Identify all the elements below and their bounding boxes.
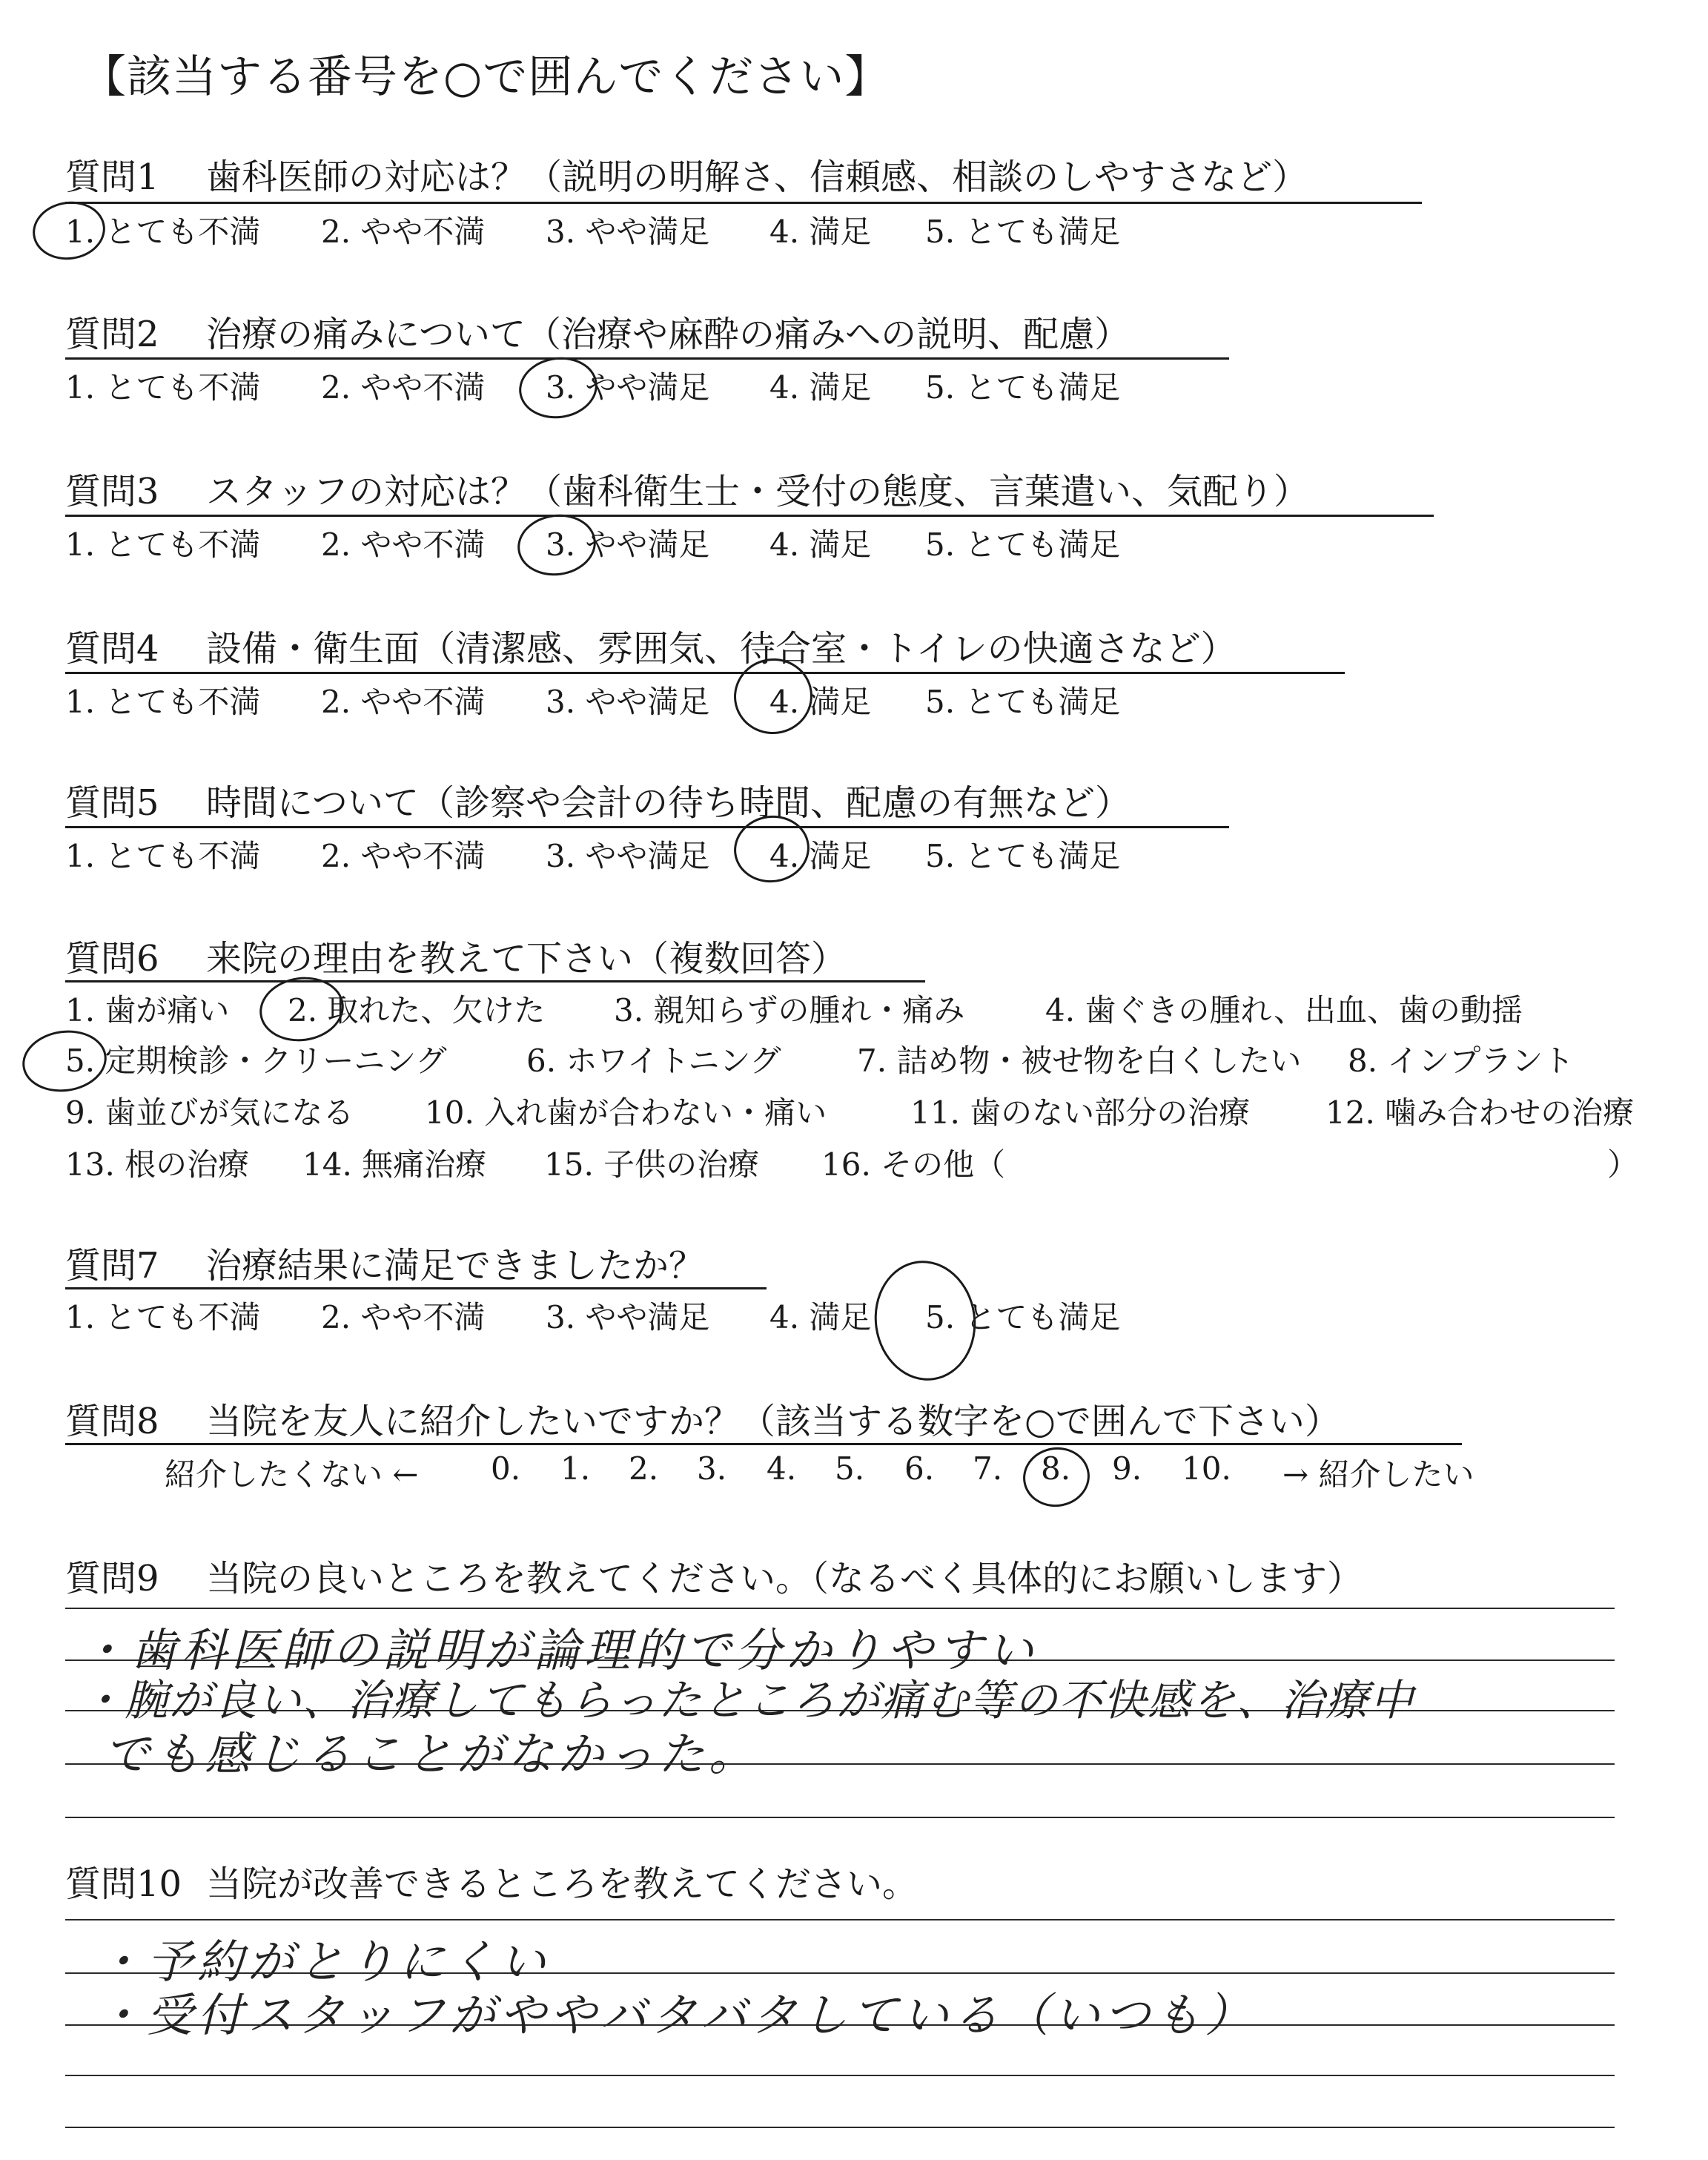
q6-option-14[interactable]: 14. 無痛治療 [302, 1146, 487, 1183]
q2-underline [65, 357, 1229, 360]
q10-writing-line-4 [65, 2075, 1615, 2076]
q9-label: 質問9 [65, 1558, 159, 1599]
q5-text: 時間について（診察や会計の待ち時間、配慮の有無など） [206, 782, 1131, 824]
q3-option-2[interactable]: 2. やや不満 [321, 526, 486, 563]
q2-label: 質問2 [65, 314, 159, 355]
q9-writing-line-1 [65, 1608, 1615, 1609]
q2-option-4[interactable]: 4. 満足 [769, 369, 872, 406]
q6-option-8[interactable]: 8. インプラント [1348, 1043, 1575, 1079]
q6-row-2 [65, 1037, 1659, 1081]
q8-label: 質問8 [65, 1401, 159, 1442]
q2-title [65, 305, 1130, 357]
q1-option-5[interactable]: 5. とても満足 [925, 214, 1121, 250]
q6-option-7[interactable]: 7. 詰め物・被せ物を白くしたい [857, 1043, 1302, 1079]
q4-underline [65, 672, 1345, 674]
q6-label: 質問6 [65, 938, 159, 980]
q8-left-label: 紹介したくない ← [165, 1456, 419, 1493]
q8-title [65, 1393, 1340, 1444]
q3-label: 質問3 [65, 471, 159, 512]
q9-text: 当院の良いところを教えてください。（なるべく具体的にお願いします） [206, 1558, 1363, 1599]
q8-scale [0, 1450, 1708, 1495]
q4-option-2[interactable]: 2. やや不満 [321, 684, 486, 720]
q10-title [65, 1855, 918, 1906]
q6-option-10[interactable]: 10. 入れ歯が合わない・痛い [425, 1094, 827, 1131]
q4-option-5[interactable]: 5. とても満足 [925, 684, 1121, 720]
q3-title [65, 463, 1309, 514]
q8-score-9[interactable]: 9. [1112, 1450, 1142, 1487]
q6-option-6[interactable]: 6. ホワイトニング [526, 1043, 781, 1079]
q10-label: 質問10 [65, 1863, 182, 1905]
q6-option-16[interactable]: 16. その他（ [821, 1146, 1006, 1183]
q8-score-7[interactable]: 7. [973, 1450, 1003, 1487]
q10-writing-line-5 [65, 2127, 1615, 2128]
q10-text: 当院が改善できるところを教えてください。 [206, 1863, 918, 1905]
q7-option-5[interactable]: 5. とても満足 [925, 1299, 1121, 1335]
q7-title [65, 1237, 704, 1288]
q6-option-4[interactable]: 4. 歯ぐきの腫れ、出血、歯の動揺 [1045, 992, 1523, 1028]
q3-option-1[interactable]: 1. とても不満 [65, 526, 261, 563]
q5-options [65, 832, 1400, 876]
q5-option-1[interactable]: 1. とても不満 [65, 838, 261, 874]
q10-answer-line-2[interactable]: ・受付スタッフがややバタバタしている（いつも） [96, 1988, 1256, 2042]
q2-option-1[interactable]: 1. とても不満 [65, 369, 261, 406]
q4-label: 質問4 [65, 628, 159, 670]
q2-text: 治療の痛みについて（治療や麻酔の痛みへの説明、配慮） [206, 314, 1131, 355]
q4-option-4[interactable]: 4. 満足 [769, 684, 872, 720]
q7-option-1[interactable]: 1. とても不満 [65, 1299, 261, 1335]
q6-row-4 [65, 1140, 1659, 1185]
q7-underline [65, 1287, 767, 1289]
q7-option-2[interactable]: 2. やや不満 [321, 1299, 486, 1335]
q8-score-0[interactable]: 0. [491, 1450, 521, 1487]
q1-option-2[interactable]: 2. やや不満 [321, 214, 486, 250]
form-heading: 【該当する番号を○で囲んでください】 [82, 51, 890, 103]
q4-options [65, 678, 1400, 722]
q5-title [65, 774, 1131, 825]
q8-score-5[interactable]: 5. [835, 1450, 865, 1487]
q8-score-1[interactable]: 1. [560, 1450, 591, 1487]
q1-title [65, 148, 1308, 199]
q5-label: 質問5 [65, 782, 159, 824]
q7-answer-circle [867, 1254, 983, 1387]
q10-answer-line-1[interactable]: ・予約がとりにくい [96, 1935, 551, 1989]
q8-score-3[interactable]: 3. [697, 1450, 727, 1487]
q3-text: スタッフの対応は？（歯科衛生士・受付の態度、言葉遣い、気配り） [206, 471, 1310, 512]
q1-options [65, 208, 1400, 252]
q4-text: 設備・衛生面（清潔感、雰囲気、待合室・トイレの快適さなど） [206, 628, 1237, 670]
q4-option-1[interactable]: 1. とても不満 [65, 684, 261, 720]
q5-option-2[interactable]: 2. やや不満 [321, 838, 486, 874]
q8-underline [65, 1443, 1462, 1445]
q5-underline [65, 826, 1229, 828]
q9-answer-line-3[interactable]: でも感じることがなかった。 [104, 1727, 760, 1781]
q6-option-3[interactable]: 3. 親知らずの腫れ・痛み [614, 992, 965, 1028]
q8-score-8[interactable]: 8. [1041, 1450, 1071, 1487]
q9-title [65, 1550, 1363, 1601]
q6-option-12[interactable]: 12. 噛み合わせの治療 [1325, 1094, 1635, 1131]
q1-option-1[interactable]: 1. とても不満 [65, 214, 261, 250]
q6-option-5[interactable]: 5. 定期検診・クリーニング [65, 1043, 447, 1079]
q8-right-label: → 紹介したい [1282, 1456, 1474, 1493]
q6-option-2[interactable]: 2. 取れた、欠けた [288, 992, 546, 1028]
q8-score-10[interactable]: 10. [1182, 1450, 1231, 1487]
q7-option-3[interactable]: 3. やや満足 [546, 1299, 710, 1335]
q3-option-4[interactable]: 4. 満足 [769, 526, 872, 563]
q1-option-4[interactable]: 4. 満足 [769, 214, 872, 250]
q10-writing-line-1 [65, 1919, 1615, 1920]
q3-options [65, 521, 1400, 565]
q1-label: 質問1 [65, 156, 159, 198]
q6-option-13[interactable]: 13. 根の治療 [65, 1146, 250, 1183]
q6-title [65, 930, 847, 981]
q1-underline [65, 202, 1422, 204]
q8-score-2[interactable]: 2. [629, 1450, 659, 1487]
q8-score-6[interactable]: 6. [904, 1450, 935, 1487]
q4-option-3[interactable]: 3. やや満足 [546, 684, 710, 720]
q5-option-3[interactable]: 3. やや満足 [546, 838, 710, 874]
q5-option-4[interactable]: 4. 満足 [769, 838, 872, 874]
q2-option-3[interactable]: 3. やや満足 [546, 369, 710, 406]
q6-option-11[interactable]: 11. 歯のない部分の治療 [910, 1094, 1251, 1131]
q8-text: 当院を友人に紹介したいですか？（該当する数字を○で囲んで下さい） [206, 1401, 1340, 1442]
q7-label: 質問7 [65, 1245, 159, 1287]
q6-underline [65, 980, 925, 982]
q6-option-1[interactable]: 1. 歯が痛い [65, 992, 230, 1028]
q6-answer-circle-2 [256, 971, 348, 1046]
q9-answer-line-2[interactable]: ・腕が良い、治療してもらったところが痛む等の不快感を、治療中 [80, 1675, 1415, 1725]
q3-option-5[interactable]: 5. とても満足 [925, 526, 1121, 563]
q2-options [65, 363, 1400, 408]
q9-writing-line-5 [65, 1817, 1615, 1818]
q7-text: 治療結果に満足できましたか？ [206, 1245, 705, 1287]
q6-option-9[interactable]: 9. 歯並びが気になる [65, 1094, 354, 1131]
q6-other-close: ） [1607, 1146, 1639, 1183]
q9-answer-line-1[interactable]: ・歯科医師の説明が論理的で分かりやすい [80, 1623, 1039, 1677]
q1-option-3[interactable]: 3. やや満足 [546, 214, 710, 250]
q3-underline [65, 515, 1434, 517]
q3-option-3[interactable]: 3. やや満足 [546, 526, 710, 563]
q6-option-15[interactable]: 15. 子供の治療 [544, 1146, 760, 1183]
q2-option-5[interactable]: 5. とても満足 [925, 369, 1121, 406]
q6-row-3 [65, 1089, 1659, 1133]
q1-text: 歯科医師の対応は？（説明の明解さ、信頼感、相談のしやすさなど） [206, 156, 1308, 198]
q2-option-2[interactable]: 2. やや不満 [321, 369, 486, 406]
q6-text: 来院の理由を教えて下さい（複数回答） [206, 938, 847, 980]
q5-option-5[interactable]: 5. とても満足 [925, 838, 1121, 874]
q4-title [65, 620, 1237, 671]
q7-option-4[interactable]: 4. 満足 [769, 1299, 872, 1335]
q7-options [65, 1293, 1400, 1338]
q8-score-4[interactable]: 4. [767, 1450, 797, 1487]
